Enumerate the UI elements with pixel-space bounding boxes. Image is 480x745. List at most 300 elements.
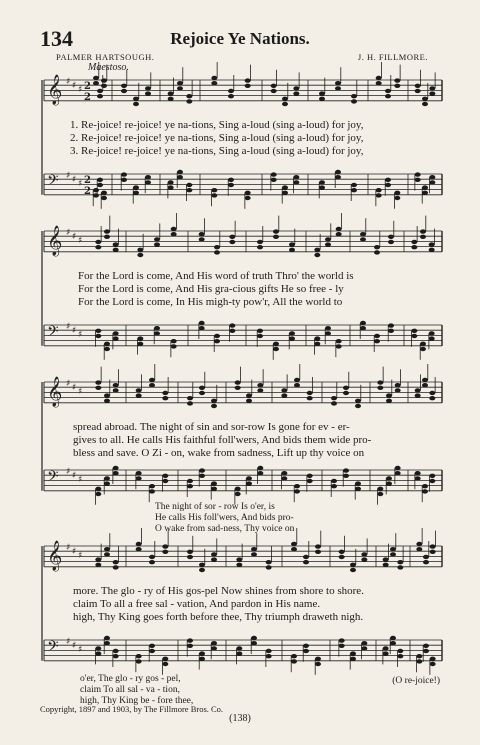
note-head (236, 646, 242, 650)
verse-line: gives to all. He calls His faithful foll'wers, And bids them wide pro- (73, 434, 372, 446)
note-head (137, 248, 143, 252)
note-head (415, 84, 421, 88)
sharp-sign: ♯ (66, 543, 71, 553)
note-head (95, 240, 101, 244)
note-head (416, 547, 422, 551)
system-4-lyrics (73, 585, 439, 624)
verse-line: For the Lord is come, And His word of truth Thro' the world is (78, 270, 354, 282)
note-head (420, 235, 426, 239)
note-head (335, 86, 341, 90)
note-head (397, 560, 403, 564)
note-head (97, 89, 103, 93)
note-head (113, 654, 119, 658)
note-head (199, 237, 205, 241)
note-head (136, 547, 142, 551)
sharp-sign: ♯ (72, 641, 77, 651)
tempo-marking: Maestoso. (88, 62, 129, 73)
note-head (423, 555, 429, 559)
note-head (211, 81, 217, 85)
note-head (289, 331, 295, 335)
note-head (113, 248, 119, 252)
note-head (377, 380, 383, 384)
note-head (245, 84, 251, 88)
note-head (394, 84, 400, 88)
note-head (149, 644, 155, 648)
sharp-sign: ♯ (66, 77, 71, 87)
note-head (228, 183, 234, 187)
note-head (385, 183, 391, 187)
note-head (177, 170, 183, 174)
note-head (104, 342, 110, 346)
note-head (235, 492, 241, 496)
note-head (336, 339, 342, 343)
bass-clef: 𝄢 (47, 323, 59, 344)
note-head (385, 178, 391, 182)
note-head (137, 336, 143, 340)
note-head (429, 479, 435, 483)
treble-clef: 𝄞 (47, 377, 63, 407)
note-head (411, 240, 417, 244)
note-head (422, 383, 428, 387)
note-head (395, 466, 401, 470)
sharp-sign: ♯ (78, 179, 83, 189)
bass-clef: 𝄢 (47, 638, 59, 659)
note-head (199, 391, 205, 395)
note-head (416, 659, 422, 663)
copyright-notice: Copyright, 1897 and 1903, by The Fillmore Bros. Co. (40, 704, 224, 714)
sharp-sign: ♯ (66, 467, 71, 477)
note-head (235, 380, 241, 384)
note-head (429, 175, 435, 179)
note-head (331, 484, 337, 488)
system-2-lyrics (78, 270, 434, 309)
note-head (145, 86, 151, 90)
note-head (266, 649, 272, 653)
note-head (339, 550, 345, 554)
sharp-sign: ♯ (72, 175, 77, 185)
note-head (104, 347, 110, 351)
note-head (101, 84, 107, 88)
note-head (377, 487, 383, 491)
note-head (293, 175, 299, 179)
note-head (415, 471, 421, 475)
note-head (343, 386, 349, 390)
note-head (187, 479, 193, 483)
note-head (245, 196, 251, 200)
note-head (429, 331, 435, 335)
note-head (246, 393, 252, 397)
note-head (386, 399, 392, 403)
note-head (415, 388, 421, 392)
note-head (104, 547, 110, 551)
note-head (343, 391, 349, 395)
note-head (104, 235, 110, 239)
note-head (171, 344, 177, 348)
note-head (429, 242, 435, 246)
sharp-sign: ♯ (78, 475, 83, 485)
sharp-sign: ♯ (78, 551, 83, 561)
note-head (211, 193, 217, 197)
note-head (307, 396, 313, 400)
note-head (416, 654, 422, 658)
note-head (319, 180, 325, 184)
note-head (293, 180, 299, 184)
note-head (162, 391, 168, 395)
system-4-bass-lyrics (80, 674, 193, 707)
note-head (303, 649, 309, 653)
note-head (257, 329, 263, 333)
sharp-sign: ♯ (72, 81, 77, 91)
sharp-sign: ♯ (72, 547, 77, 557)
note-head (245, 78, 251, 82)
note-head (325, 326, 331, 330)
note-head (257, 334, 263, 338)
note-head (137, 253, 143, 257)
note-head (149, 383, 155, 387)
note-head (95, 245, 101, 249)
verse-line: claim To all a free sal - vation, And pardon in His name. (73, 598, 321, 610)
note-head (186, 183, 192, 187)
note-head (422, 489, 428, 493)
note-head (390, 641, 396, 645)
note-head (281, 388, 287, 392)
bass-lyric-line: The night of sor - row Is o'er, is (155, 502, 275, 512)
note-head (377, 492, 383, 496)
sharp-sign: ♯ (66, 379, 71, 389)
verse-line: high, Thy King goes forth before thee, Thy triumph draweth nigh. (73, 611, 364, 623)
note-head (246, 476, 252, 480)
note-head (136, 471, 142, 475)
note-head (294, 378, 300, 382)
note-head (383, 557, 389, 561)
note-head (415, 178, 421, 182)
note-head (187, 550, 193, 554)
note-head (350, 651, 356, 655)
note-head (415, 89, 421, 93)
note-head (394, 78, 400, 82)
note-head (315, 550, 321, 554)
note-head (335, 81, 341, 85)
note-head (351, 188, 357, 192)
note-head (246, 481, 252, 485)
note-head (331, 396, 337, 400)
note-head (422, 97, 428, 101)
verse-line: For the Lord is come, In His migh-ty pow'r, All the world to (78, 296, 343, 308)
note-head (423, 644, 429, 648)
note-head (95, 329, 101, 333)
note-head (415, 393, 421, 397)
note-head (171, 227, 177, 231)
note-head (97, 183, 103, 187)
note-head (104, 229, 110, 233)
note-head (113, 383, 119, 387)
note-head (177, 86, 183, 90)
system-3-lyrics (73, 421, 439, 460)
note-head (374, 250, 380, 254)
hymn-title: Rejoice Ye Nations. (170, 29, 310, 48)
verse-line: 1. Re-joice! re-joice! ye na-tions, Sing a-loud (sing a-loud) for joy, (70, 119, 364, 131)
note-head (168, 180, 174, 184)
note-head (113, 565, 119, 569)
note-head (429, 91, 435, 95)
refrain-note: (O re-joice!) (392, 676, 440, 686)
note-head (339, 555, 345, 559)
note-head (113, 336, 119, 340)
note-head (361, 552, 367, 556)
note-head (271, 178, 277, 182)
note-head (162, 550, 168, 554)
time-signature: 2 (84, 92, 91, 103)
note-head (214, 245, 220, 249)
note-head (187, 396, 193, 400)
sharp-sign: ♯ (78, 387, 83, 397)
note-head (104, 641, 110, 645)
note-head (307, 391, 313, 395)
note-head (136, 388, 142, 392)
note-head (199, 232, 205, 236)
note-head (162, 474, 168, 478)
note-head (113, 560, 119, 564)
note-head (121, 89, 127, 93)
note-head (257, 471, 263, 475)
note-head (420, 229, 426, 233)
note-head (390, 636, 396, 640)
note-head (257, 383, 263, 387)
note-head (136, 654, 142, 658)
note-head (162, 479, 168, 483)
note-head (95, 487, 101, 491)
system-1-lyrics (70, 119, 436, 158)
note-head (133, 185, 139, 189)
note-head (136, 476, 142, 480)
note-head (154, 242, 160, 246)
note-head (211, 646, 217, 650)
note-head (383, 646, 389, 650)
note-head (390, 552, 396, 556)
verse-line: 2. Re-joice! re-joice! ye na-tions, Sing a-loud (sing a-loud) for joy, (70, 132, 364, 144)
note-head (257, 466, 263, 470)
note-head (315, 662, 321, 666)
note-head (395, 388, 401, 392)
note-head (430, 550, 436, 554)
note-head (266, 654, 272, 658)
note-head (211, 76, 217, 80)
note-head (199, 474, 205, 478)
note-head (149, 484, 155, 488)
note-head (361, 641, 367, 645)
note-head (162, 396, 168, 400)
sharp-sign: ♯ (72, 232, 77, 242)
note-head (97, 94, 103, 98)
note-head (228, 89, 234, 93)
note-head (149, 649, 155, 653)
note-head (211, 188, 217, 192)
note-head (293, 91, 299, 95)
note-head (162, 662, 168, 666)
sharp-sign: ♯ (72, 471, 77, 481)
note-head (95, 334, 101, 338)
note-head (411, 329, 417, 333)
note-head (429, 474, 435, 478)
note-head (121, 178, 127, 182)
note-head (336, 227, 342, 231)
note-head (101, 78, 107, 82)
verse-line: For the Lord is come, And His gra-cious gifts He so free - ly (78, 283, 344, 295)
treble-clef: 𝄞 (47, 226, 63, 256)
note-head (291, 542, 297, 546)
note-head (136, 659, 142, 663)
note-head (113, 649, 119, 653)
note-head (271, 89, 277, 93)
note-head (154, 326, 160, 330)
lyricist-credit: PALMER HARTSOUGH. (56, 52, 155, 62)
note-head (383, 563, 389, 567)
note-head (104, 481, 110, 485)
note-head (273, 235, 279, 239)
note-head (343, 468, 349, 472)
note-head (101, 191, 107, 195)
note-head (171, 232, 177, 236)
note-head (236, 563, 242, 567)
note-head (187, 401, 193, 405)
note-head (386, 476, 392, 480)
note-head (376, 76, 382, 80)
page-number: (138) (229, 713, 251, 724)
note-head (314, 336, 320, 340)
note-head (145, 175, 151, 179)
note-head (395, 471, 401, 475)
note-head (397, 654, 403, 658)
note-head (251, 547, 257, 551)
note-head (257, 245, 263, 249)
note-head (273, 229, 279, 233)
note-head (113, 471, 119, 475)
note-head (113, 331, 119, 335)
note-head (199, 321, 205, 325)
bass-lyric-line: o'er, The glo - ry gos - pel, (80, 674, 181, 684)
bass-lyric-line: O wake from sad-ness, Thy voice on (155, 524, 295, 534)
note-head (136, 393, 142, 397)
note-head (376, 193, 382, 197)
treble-clef: 𝄞 (47, 541, 63, 571)
note-head (339, 638, 345, 642)
note-head (314, 342, 320, 346)
note-head (281, 393, 287, 397)
note-head (307, 474, 313, 478)
note-head (315, 657, 321, 661)
note-head (429, 391, 435, 395)
note-head (294, 484, 300, 488)
note-head (95, 386, 101, 390)
note-head (93, 81, 99, 85)
note-head (289, 336, 295, 340)
note-head (229, 240, 235, 244)
note-head (291, 654, 297, 658)
note-head (154, 331, 160, 335)
note-head (199, 563, 205, 567)
note-head (289, 248, 295, 252)
note-head (273, 347, 279, 351)
note-head (93, 76, 99, 80)
note-head (355, 404, 361, 408)
verse-line: 3. Re-joice! re-joice! ye na-tions, Sing a-loud (sing a-loud) for joy, (70, 145, 364, 157)
note-head (386, 481, 392, 485)
note-head (257, 388, 263, 392)
note-head (360, 321, 366, 325)
note-head (133, 191, 139, 195)
sharp-sign: ♯ (72, 383, 77, 393)
note-head (211, 399, 217, 403)
note-head (351, 183, 357, 187)
note-head (351, 99, 357, 103)
note-head (187, 555, 193, 559)
note-head (229, 235, 235, 239)
note-head (374, 334, 380, 338)
note-head (383, 651, 389, 655)
note-head (291, 547, 297, 551)
note-head (415, 172, 421, 176)
note-head (186, 99, 192, 103)
note-head (303, 644, 309, 648)
note-head (187, 638, 193, 642)
note-head (430, 544, 436, 548)
note-head (350, 568, 356, 572)
note-head (339, 644, 345, 648)
note-head (235, 386, 241, 390)
note-head (422, 102, 428, 106)
note-head (394, 196, 400, 200)
note-head (211, 487, 217, 491)
note-head (355, 481, 361, 485)
note-head (411, 334, 417, 338)
note-head (121, 172, 127, 176)
note-head (303, 555, 309, 559)
note-head (149, 555, 155, 559)
note-head (282, 97, 288, 101)
note-head (97, 178, 103, 182)
note-head (162, 544, 168, 548)
note-head (229, 329, 235, 333)
note-head (374, 245, 380, 249)
note-head (211, 641, 217, 645)
note-head (281, 471, 287, 475)
note-head (149, 560, 155, 564)
note-head (145, 91, 151, 95)
bass-lyric-line: claim To all sal - va - tion, (80, 685, 180, 695)
note-head (168, 97, 174, 101)
bass-clef: 𝄢 (47, 468, 59, 489)
verse-line: spread abroad. The night of sin and sor-row Is gone for ev - er- (73, 421, 350, 433)
note-head (214, 334, 220, 338)
note-head (113, 466, 119, 470)
note-head (315, 544, 321, 548)
note-head (319, 185, 325, 189)
note-head (360, 326, 366, 330)
note-head (214, 339, 220, 343)
note-head (251, 636, 257, 640)
note-head (271, 84, 277, 88)
note-head (289, 242, 295, 246)
note-head (335, 170, 341, 174)
note-head (397, 649, 403, 653)
note-head (104, 393, 110, 397)
note-head (162, 657, 168, 661)
note-head (236, 557, 242, 561)
note-head (95, 563, 101, 567)
note-head (133, 102, 139, 106)
note-head (95, 380, 101, 384)
bass-lyric-line: He calls His foll'wers, And bids pro- (155, 513, 294, 523)
